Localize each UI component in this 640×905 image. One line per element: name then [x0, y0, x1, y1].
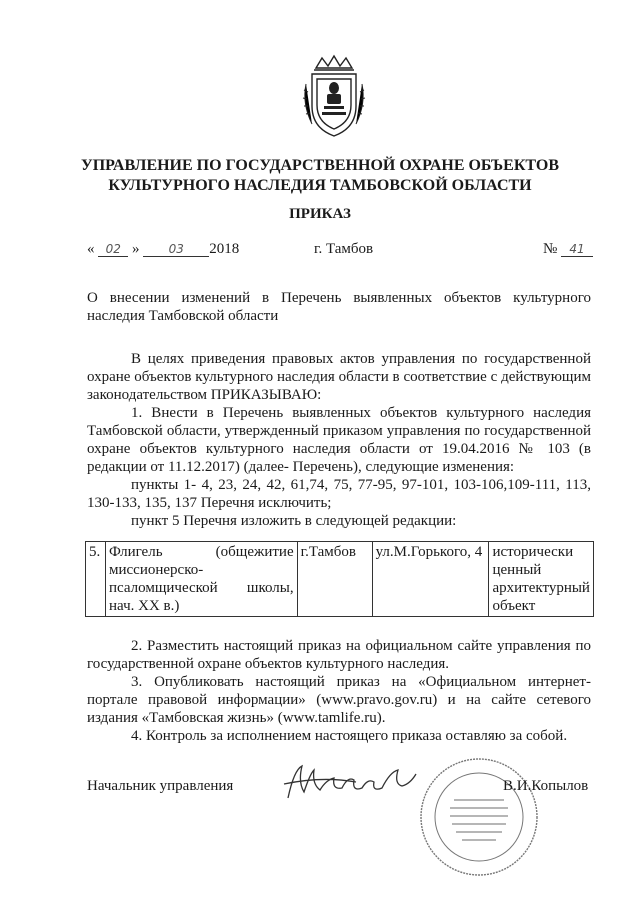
item-4-paragraph: 4. Контроль за исполнением настоящего приказа оставляю за собой. — [131, 728, 568, 744]
preamble-paragraph: В целях приведения правовых актов управления по государственной охране объектов культурного наследия области в соответствие с действующим законодательством ПРИКАЗЫВАЮ: — [87, 351, 591, 403]
subject-line1: О внесении изменений в Перечень выявленных объектов культурного — [87, 290, 591, 306]
date-month: 03 — [143, 242, 209, 257]
date-open-quote: « — [87, 241, 95, 257]
item-3-paragraph: 3. Опубликовать настоящий приказ на «Официальном интернет-портале правовой информации» (www.pravo.gov.ru) и на сайте сетевого издания «Тамбовская жизнь» (www.tamlife.ru). — [87, 674, 591, 726]
city-label: г. Тамбов — [314, 241, 374, 257]
signatory-position: Начальник управления — [87, 778, 234, 794]
signature-scribble — [282, 762, 430, 804]
document-type-title: ПРИКАЗ — [289, 206, 351, 222]
official-stamp — [418, 756, 540, 878]
exclusion-paragraph: пункты 1- 4, 23, 24, 42, 61,74, 75, 77-95, 97-101, 103-106,109-111, 113, 130-133, 135, 137 Перечня исключить; — [87, 477, 591, 511]
signatory-name: В.И.Копылов — [503, 778, 589, 794]
org-title-line1: УПРАВЛЕНИЕ ПО ГОСУДАРСТВЕННОЙ ОХРАНЕ ОБЪЕКТОВ — [80, 157, 559, 174]
item-2-paragraph: 2. Разместить настоящий приказ на официальном сайте управления по государственной охране объектов культурного наследия. — [87, 638, 591, 672]
order-number — [543, 241, 593, 258]
cell-number: 5. — [86, 542, 106, 617]
date-close-quote: » — [132, 241, 140, 257]
cell-address: ул.М.Горького, 4 — [372, 542, 489, 617]
org-title-line2: КУЛЬТУРНОГО НАСЛЕДИЯ ТАМБОВСКОЙ ОБЛАСТИ — [108, 177, 532, 194]
date-year: 2018 — [209, 241, 240, 257]
table-row — [86, 542, 594, 617]
amendment-table — [85, 541, 594, 617]
cell-city: г.Тамбов — [297, 542, 372, 617]
cell-category: исторически ценный архитектурный объект — [489, 542, 594, 617]
date-field — [87, 241, 239, 258]
date-day: 02 — [98, 242, 128, 257]
number-label: № — [543, 241, 558, 257]
item-5-intro: пункт 5 Перечня изложить в следующей редакции: — [131, 513, 457, 529]
coat-of-arms-icon — [298, 54, 370, 138]
subject-line2: наследия Тамбовской области — [87, 308, 279, 324]
cell-object-name: Флигель (общежитие миссионерско-псаломщической школы, нач. XX в.) — [105, 542, 297, 617]
number-value: 41 — [561, 242, 593, 257]
item-1-paragraph: 1. Внести в Перечень выявленных объектов культурного наследия Тамбовской области, утвержденный приказом управления по государственной охране объектов культурного наследия области от 19.04.2016 № 103 (в редакции от 11.12.2017) (далее- Перечень), следующие изменения: — [87, 405, 591, 475]
